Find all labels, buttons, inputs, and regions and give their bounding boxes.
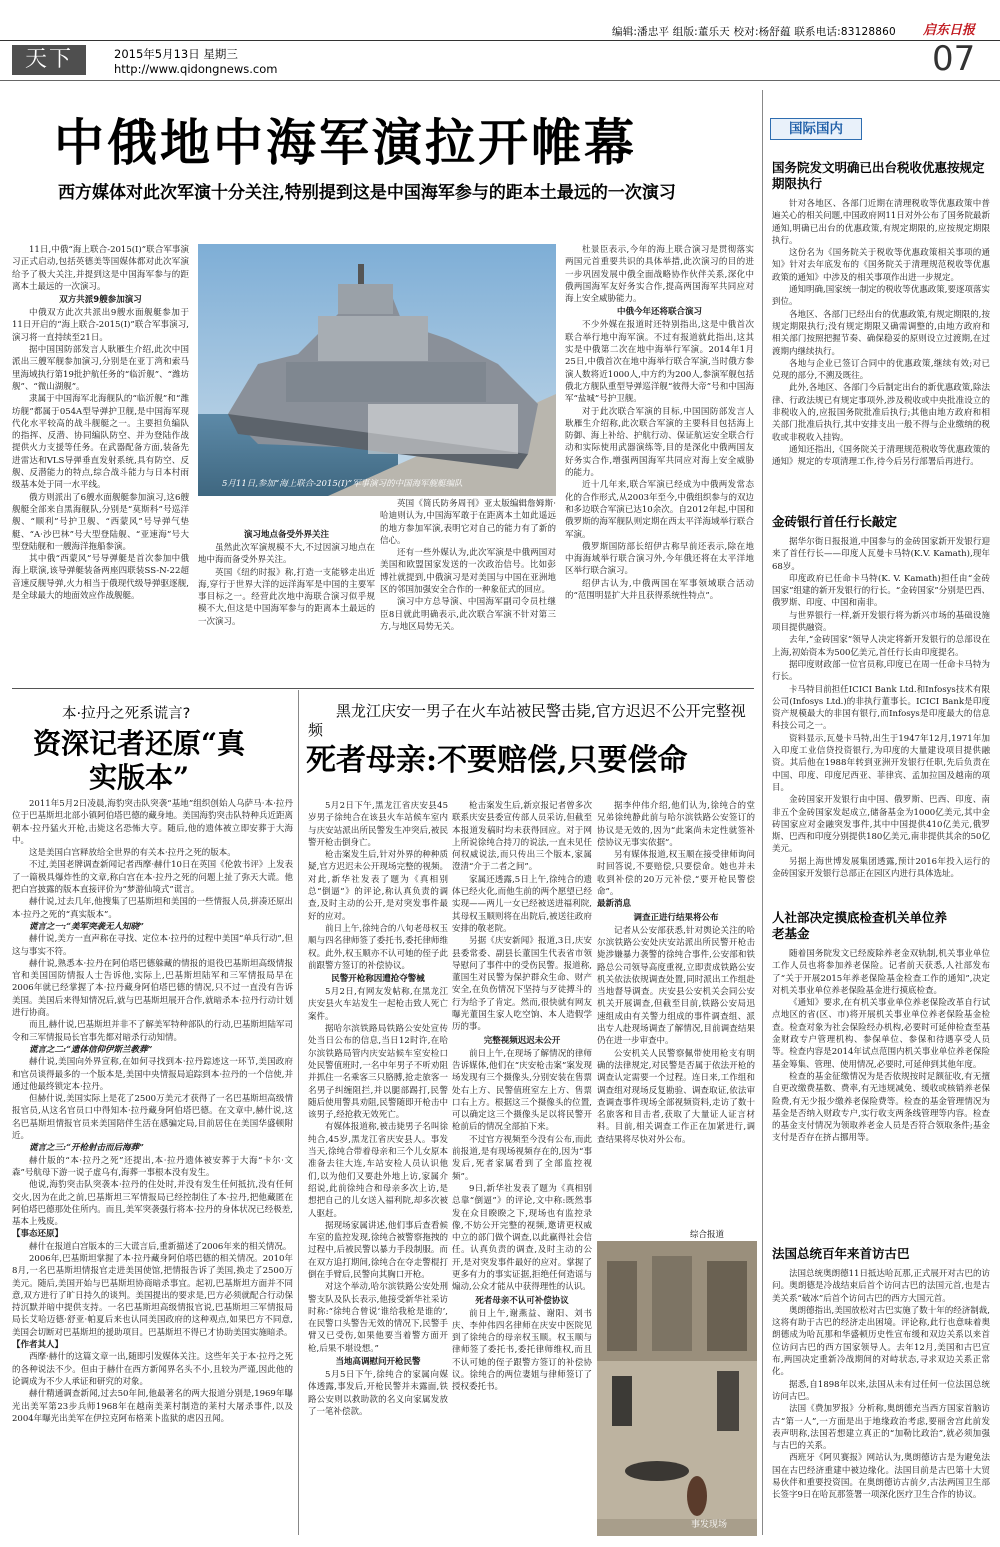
paragraph: 赫什说,过去几年,他搜集了巴基斯坦和美国的一些情报人员,拼凑还原出本·拉丹之死的“真实版本”。 (12, 897, 293, 920)
paragraph: 此外,各地区、各部门今后制定出台的新优惠政策,除法律、行政法规已有规定事项外,涉及税收或中央批准设立的非税收入的,应报国务院批准后执行;其他由地方政府和相关部门批准后执行,其中安排支出一般不得与企业缴纳的税收或非税收入挂钩。 (772, 383, 990, 443)
paragraph: 家属还透露,5日上午,徐纯合的遗体已经火化,而他生前的两个愿望已经实现——两儿一女已经被送进福利院,其母权玉顺则将在出院后,被送往政府安排的敬老院。 (452, 874, 592, 934)
paragraph: 5月2日下午,黑龙江省庆安县45岁男子徐纯合在该县火车站候车室内与庆安站派出所民警发生冲突后,被民警开枪击倒身亡。 (308, 801, 448, 848)
paragraph: 俄方则派出了6艘水面舰艇参加演习,这6艘舰艇全部来自黑海舰队,分别是“莫斯科”号巡洋舰、“顺利”号护卫舰、“西蒙风”号导弹气垫艇、“A·沙巴林”号大型登陆舰、“亚速海”号大型登陆舰和一艘海洋拖船参演。 (12, 492, 189, 552)
warship-illustration (198, 244, 556, 496)
paragraph: 中俄双方此次共派出9艘水面舰艇参加于11日开启的“海上联合-2015(I)”联合军事演习,演习将一直持续至21日。 (12, 308, 189, 343)
section-label: 天下 (24, 47, 73, 72)
paragraph: 据中国国防部发言人耿雁生介绍,此次中国派出三艘军舰参加演习,分别是在亚丁湾和索马里海域执行第19批护航任务的“临沂舰”、“潍坊舰”、“微山湖舰”。 (12, 345, 189, 392)
paragraph: 针对各地区、各部门近期在清理税收等优惠政策中普遍关心的相关问题,中国政府网11日对外公布了国务院最新通知,明确已出台的优惠政策,有规定期限的,应按规定期限执行。 (772, 199, 990, 246)
paragraph: 通知还指出,《国务院关于清理规范税收等优惠政策的通知》规定的专项清理工作,待今后另行部署后再进行。 (772, 444, 990, 468)
paragraph: 检查的基金征缴情况为是否依规按时足额征收,有无擅自更改缴费基数、费率,有无违规减免、缓收或核销养老保险费,有无少报少缴养老保险费等。检查的基金管理情况为基金是否纳入财政专户,实行收支两条线管理等内容。检查的基金支付情况为领取养老金人员是否符合领取条件;基金支付是否存在挤占挪用等。 (772, 1071, 990, 1144)
paragraph: 不过,美国老牌调查新闻记者西摩·赫什10日在英国《伦敦书评》上发表了一篇极具爆炸性的文章,称白宫在本·拉丹之死的问题上扯了弥天大谎。他把白宫披露的版本直接评价为“梦游仙境式”谎言。 (12, 860, 293, 896)
paragraph: 演习中方总导演、中国海军副司令员杜继臣8日就此明确表示,此次联合军演不针对第三方,与地区局势无关。 (380, 597, 556, 632)
paragraph: 记者从公安部获悉,针对舆论关注的哈尔滨铁路公安处庆安站派出所民警开枪击毙涉嫌暴力袭警的徐纯合事件,公安部和铁路总公司领导高度重视,立即责成铁路公安机关依法依规调查处置,同时派出工作组赴当地督导调查。庆安县公安机关会同公安机关开展调查,但截至目前,铁路公安局迅速组成由有关警力组成的事件调查组、派出专人赴现场调查了解情况,目前调查结果仍在进一步审查中。 (597, 925, 755, 1047)
paragraph: 赫什说,熟悉本·拉丹在阿伯塔巴德躲藏的情报的退役巴基斯坦高级情报官和美国国防情报人士告诉他,实际上,巴基斯坦陆军和三军情报局早在2006年就已经掌握了本·拉丹藏身阿伯塔巴德的情况,只不过一直没有告诉美国。美国后来得知情况后,就与巴基斯坦展开合作,就暗杀本·拉丹行动计划进行协商。 (12, 958, 293, 1019)
paragraph: 2011年5月2日凌晨,海豹突击队突袭“基地”组织创始人乌萨马·本·拉丹位于巴基斯坦北部小镇阿伯塔巴德的藏身地。美国海豹突击队特种兵近距离朝本·拉丹猛火开枪,击毙这名恐怖大亨。随后,他的遗体被立即安葬于大海中。 (12, 799, 293, 846)
paragraph: 奥朗德指出,美国放松对古巴实施了数十年的经济制裁,这将有助于古巴的经济走出困境。评论称,此行也意味着奥朗德成为哈瓦那和华盛顿历史性宣布缓和双边关系以来首位访问古巴的西方国家领导人。去年12月,美国和古巴宣布,两国决定重新冷战期间的对峙状态,寻求双边关系正常化。 (772, 1305, 990, 1378)
paragraph: 法国总统奥朗德11日抵达哈瓦那,正式展开对古巴的访问。奥朗德是冷战结束后首个访问古巴的法国元首,也是古美关系“破冰”后首个访问古巴的西方大国元首。 (772, 1269, 990, 1304)
paragraph: 据悉,自1898年以来,法国从未有过任何一位法国总统访问古巴。 (772, 1379, 990, 1402)
subhead: 调查正进行结果将公布 (633, 912, 719, 923)
paragraph: 枪击案发生后,针对外界的种种质疑,官方迟迟未公开现场完整的视频。对此,新华社发表了题为《真相别总“倒逼”》的评论,称认真负责的调查,及时主动的公开,是对突发事件最好的应对。 (308, 850, 448, 922)
paragraph: 印度政府已任命卡马特(K. V. Kamath)担任由“金砖国家”组建的新开发银行的行长。“金砖国家”分别是巴西、俄罗斯、印度、中国和南非。 (772, 573, 990, 609)
lead-bottom-rule (12, 688, 754, 689)
paragraph: 而且,赫什说,巴基斯坦并非不了解美军特种部队的行动,巴基斯坦陆军司令和三军情报局长官事先都对暗杀行动知情。 (12, 1020, 293, 1043)
story3-col1 (308, 800, 448, 1530)
page-number: 07 (932, 39, 976, 79)
paragraph: 俄罗斯国防部长绍伊古称早前还表示,除在地中海海域举行联合演习外,今年俄还将在太平洋地区举行联合演习。 (565, 541, 754, 577)
station-illustration (597, 1241, 757, 1536)
subhead: 最新消息 (597, 899, 632, 910)
paragraph: 近十几年来,联合军演已经成为中俄两发常态化的合作形式,从2003年至今,中俄组织参与的双边和多边联合军演已达10余次。自2012年起,中国和俄罗斯的海军舰队则定期在西太平洋海域举行联合军演。 (565, 480, 754, 540)
paragraph: 5月5日下午,徐纯合的家属向媒体透露,事发后,开枪民警并未露面,铁路公安则以救助款的名义向家属发放了一笔补偿款。 (308, 1370, 448, 1417)
paragraph: 西班牙《阿贝赛报》网站认为,奥朗德访古是为避免法国在古巴经济重建中被边缘化。法国目前是古巴第十大贸易伙伴和重要投资国。在奥朗德访古前夕,古法两国卫生部长签字9日在哈瓦那签署一项深化医疗卫生合作的协议。 (772, 1453, 990, 1501)
paragraph: 各地与企业已签订合同中的优惠政策,继续有效;对已兑现的部分,不溯及既往。 (772, 358, 990, 382)
paragraph: 西摩·赫什的这篇文章一出,随即引发媒体关注。这些年关于本·拉丹之死的各种说法不少。但由于赫什在西方新闻界名头不小,且较为严谨,因此他的论调成为不少人承证和研究的对象。 (12, 1352, 293, 1387)
paragraph: 据哈尔滨铁路局铁路公安处宣传处当日公布的信息,当日12时许,在哈尔滨铁路局管内庆安站候车室安检口处民警值班时,一名中年男子不听劝阻并抓住一名乘客三只胳膊,抢走旅客一名男子纠缠阻拦,并以腿部踢打,民警随后使用警具劝阻,民警随即开枪击中该男子,经抢救无效死亡。 (308, 1024, 448, 1121)
paragraph: 据现场家属讲述,他们事后查看候车室的监控发现,徐纯合被警察拖拽的过程中,后被民警以暴力手段制服。而在双方追打期间,徐纯合在夺走警棍打倒在手臂后,民警向其胸口开枪。 (308, 1220, 448, 1280)
sidebar-tag-label: 国际国内 (789, 121, 843, 137)
paragraph: 前日上午,徐纯合的八旬老母权玉顺与四名律师签了委托书,委托律师维权。此外,权玉顺亦不认可她的侄子此前跟警方签订的补偿协议。 (308, 923, 448, 971)
subhead: 谎言之一:“美军突袭无人知晓” (29, 921, 144, 932)
sidebar-headline-3: 人社部决定摸底检查机关单位养老基金 (772, 910, 948, 941)
paragraph: 英国《纽约时报》称,打造一支能够走出近海,穿行于世界大洋的远洋海军是中国的主要军事目标之一。经营此次地中海联合演习似乎规模不大,但这是中国海军参与的距离本土最远的一次演习。 (198, 567, 375, 627)
paragraph: 他说,海豹突击队突袭本·拉丹的住处时,并没有发生任何抵抗,没有任何交火,因为在此之前,巴基斯坦三军情报局已经控制住了本·拉丹,把他藏匿在阿伯塔巴德那处住所内。而且,美军突袭强行将本·拉丹的身体状况已经极差,基本上残废。 (12, 1180, 293, 1228)
subhead: 演习地点备受外界关注 (243, 530, 329, 540)
paragraph: 据李仲伟介绍,他们认为,徐纯合的堂兄弟徐纯静此前与哈尔滨铁路公安签订的协议是无效的,因为“此案尚未定性就签补偿协议无事实依据”。 (597, 801, 755, 848)
paragraph: 《通知》要求,在有机关事业单位养老保险改革自行试点地区的省(区、市)将开展机关事业单位养老保险基金检查。检查对象为社会保险经办机构,必要时可延伸检查至基金财政专户管理机构、参保单位、参保和待遇享受人员等。检查内容是2014年试点范围内机关事业单位养老保险基金筹集、管理、使用情况,必要时,可延伸到其他年度。 (772, 998, 990, 1070)
sidebar-story-3 (772, 948, 990, 1233)
paragraph: 前日上午,谢燕益、谢阳、刘书庆、李仲伟四名律师在庆安中医院见到了徐纯合的母亲权玉顺。权玉顺与律师签了委托书,委托律师维权,而且不认可她的侄子跟警方签订的补偿协议。徐纯合的两位妻姐与律师签订了授权委托书。 (452, 1308, 592, 1393)
paragraph: 对这个举动,哈尔滨铁路公安处刑警支队及队长表示,他接受新华社采访时称:“徐纯合曾说‘谁给我枪是谁的’,在民警口头警告无效的情况下,民警手臂又已受伤,如果他要当着警方面开枪,后果不堪设想。” (308, 1282, 448, 1354)
photo-caption: 事发现场 (690, 1520, 727, 1530)
story2-kicker: 本·拉丹之死系谎言? (62, 706, 191, 722)
paragraph: 9日,新华社发表了题为《真相别总靠“倒逼”》的评论,文中称:既然事发在众目睽睽之下,现场也有监控录像,不妨公开完整的视频,邀请更权威中立的部门做个调查,以此赢得社会信任。认真负责的调查,及时主动的公开,是对突发事件最好的应对。掌握了更多有力的事实证据,拒绝任何造谣与煽动,公众才能从中获得理性的认识。 (452, 1183, 592, 1293)
lead-col3 (565, 244, 754, 684)
story2-body (12, 798, 293, 1528)
sidebar-headline-2: 金砖银行首任行长敲定 (772, 514, 898, 529)
story3-kicker: 黑龙江庆安一男子在火车站被民警击毙,官方迟迟不公开完整视频 (308, 702, 746, 739)
paragraph: 还有一些外媒认为,此次军演是中俄两国对美国和欧盟国家发送的一次政治信号。比如彭博社就提到,中俄演习是对美国与中国在亚洲地区的邻国加强安全合作的一种象征式的回应。 (380, 548, 556, 596)
paragraph: 英国《简氏防务周刊》亚太版编辑詹姆斯·哈迪则认为,中国海军敢于在距离本土如此遥远的地方参加军演,表明它对自己的能力有了新的信心。 (380, 499, 556, 546)
subhead: 【作者其人】 (12, 1340, 64, 1351)
paragraph: 另据上海世博发展集团透露,预计2016年投入运行的金砖国家开发银行总部正在园区内进行具体选址。 (772, 856, 990, 880)
paragraph: 赫什在报道白宫版本的三大谎言后,重新描述了2006年来的相关情况。 (29, 1241, 292, 1252)
subhead: 当地高调慰问开枪民警 (335, 1357, 421, 1368)
paragraph: 有媒体报道称,被击毙男子名叫徐纯合,45岁,黑龙江省庆安县人。事发当天,徐纯合带着母亲和三个儿女原本准备去往大连,车站安检人员认识他们,以为他们又要赴外地上访,家属介绍说,此前徐纯合和母亲多次上访,是想把自己的儿女送入福利院,却多次被人驱赶。 (308, 1122, 448, 1219)
paragraph: 另据《庆安新闻》报道,3日,庆安县委常委、副县长董国生代表省市领导慰问了事件中的受伤民警。报道称,董国生对民警为保护群众生命、财产安全,在负伤情况下坚持与歹徒搏斗的行为给予了肯定。然而,很快就有网友曝光董国生家人吃空饷、本人造假学历的事。 (452, 936, 592, 1033)
subhead: 死者母亲不认可补偿协议 (475, 1295, 569, 1306)
paragraph: 卡马特目前担任ICICI Bank Ltd.和Infosys技术有限公司(Infosys Ltd.)的非执行董事长。ICICI Bank是印度资产规模最大的非国有银行,而Infosys是印度最大的信息科技公司之一。 (772, 684, 990, 732)
paragraph: 资料显示,瓦曼卡马特,出生于1947年12月,1971年加入印度工业信贷投资银行,为印度的大量建设项目提供融资。其后他在1988年转到亚洲开发银行任职,先后负责在中国、印度、印度尼西亚、菲律宾、孟加拉国及越南的项目。 (772, 733, 990, 793)
subhead: 中俄今年还将联合演习 (616, 307, 702, 318)
warship-photo (198, 244, 556, 496)
paragraph: 其中俄“西蒙风”号导弹艇是首次参加中俄海上联演,该导弹艇装备两座四联装SS-N-22超音速反舰导弹,火力相当于俄现代级导弹驱逐舰,是全球最大的地面效应作战舰艇。 (12, 554, 189, 602)
paragraph: 据印度财政部一位官员称,印度已在周一任命卡马特为行长。 (772, 659, 990, 683)
sidebar-story-2 (772, 536, 990, 904)
story3-col2 (452, 800, 592, 1530)
station-photo (597, 1241, 757, 1536)
subhead: 民警开枪称因遭抢夺警械 (331, 974, 425, 985)
subhead: 谎言之三:“开枪射击而后海葬” (29, 1143, 144, 1154)
paragraph: 随着国务院发文已经废除养老金双轨制,机关事业单位工作人员也将参加养老保险。记者前天获悉,人社部发布了“关于开展2015年养老保险基金检查工作的通知”,决定对机关事业单位养老保险基金进行摸底检查。 (772, 949, 990, 996)
story3-headline: 死者母亲:不要赔偿,只要偿命 (306, 743, 688, 778)
sidebar-divider (762, 90, 763, 1535)
issue-date: 2015年5月13日 星期三 (114, 47, 238, 61)
story-divider (298, 690, 299, 1535)
site-url: http://www.qidongnews.com (114, 62, 278, 76)
paragraph: 去年,“金砖国家”领导人决定将新开发银行的总部设在上海,初始资本为500亿美元,首任行长由印度提名。 (772, 635, 990, 658)
paragraph: 隶属于中国海军北海舰队的“临沂舰”和“潍坊舰”都属于054A型导弹护卫舰,是中国海军现代化水平较高的战斗舰艇之一。主要担负编队的指挥、反潜、协同编队防空、并为登陆作战提供火力支援等任务。在武器配备方面,装备先进雷达和VLS导弹垂直发射系统,具有防空、反舰、反潜能力的特点,综合战斗能力与日本村雨级基本处于同一水平线。 (12, 394, 189, 491)
sidebar-tag (770, 118, 862, 140)
sidebar-story-4 (772, 1268, 990, 1536)
paragraph: 赫什说,美方一直声称在寻找、定位本·拉丹的过程中美国“单兵行动”,但这与事实不符。 (12, 934, 293, 957)
story2-headline: 资深记者还原“真实版本” (32, 727, 246, 794)
credits-line: 编辑:潘忠平 组版:董乐天 校对:杨舒蕴 联系电话:83128860 (612, 26, 896, 38)
masthead-logo: 启东日报 (923, 23, 976, 38)
paragraph: 另有媒体报道,权玉顺在接受律师询问时回答说,不要赔偿,只要偿命。她也并未收到补偿的20万元补偿,“要开枪民警偿命”。 (597, 850, 755, 898)
paragraph: 金砖国家开发银行由中国、俄罗斯、巴西、印度、南非五个金砖国家发起成立,储备基金为1000亿美元,其中金砖国家应对金融突发事件,其中中国提供410亿美元,俄罗斯、巴西和印度分别提供180亿美元,南非提供其余的50亿美元。 (772, 795, 990, 855)
paragraph: 绍伊古认为,中俄两国在军事领域联合活动的“范围明显扩大并且获得系统性特点”。 (565, 578, 754, 602)
header-rule-bottom (0, 80, 1000, 81)
lead-subheadline: 西方媒体对此次军演十分关注,特别提到这是中国海军参与的距本土最远的一次演习 (58, 183, 676, 203)
story3-source: 综合报道 (690, 1230, 725, 1240)
paragraph: 各地区、各部门已经出台的优惠政策,有规定期限的,按规定期限执行;没有规定期限又确需调整的,由地方政府和相关部门按照把握节奏、确保稳妥的原则设立过渡期,在过渡期内继续执行。 (772, 309, 990, 357)
lead-col2b (380, 498, 556, 684)
paragraph: 赫什精通调查新闻,过去50年间,他最著名的两大报道分别是,1969年曝光出美军第23步兵师1968年在越南美莱村制造的莱村大屠杀事件,以及2004年曝光出美军在伊拉克阿布格莱卜监狱的虐囚丑闻。 (12, 1389, 293, 1424)
paragraph: 对于此次联合军演的目标,中国国防部发言人耿雁生介绍称,此次联合军演的主要科目包括海上防御、海上补给、护航行动、保证航运安全联合行动和实际使用武器演练等,目的是深化中俄两国友好务实合作,增强两国海军共同应对海上安全威胁的能力。 (565, 406, 754, 479)
story3-col3 (597, 800, 755, 1225)
lead-headline: 中俄地中海军演拉开帷幕 (54, 114, 637, 172)
paragraph: 不少外媒在报道时还特别指出,这是中俄首次联合举行地中海军演。不过有报道就此指出,这其实是中俄第二次在地中海举行军演。2014年1月25日,中俄首次在地中海举行联合军演,当时俄方参演人数将近1000人,中方约为200人,参演军舰包括俄北方舰队重型导弹巡洋舰“彼得大帝”号和中国海军“盐城”号护卫舰。 (565, 320, 754, 405)
paragraph: 这份名为《国务院关于税收等优惠政策相关事项的通知》针对去年底发布的《国务院关于清理规范税收等优惠政策的通知》中涉及的相关事项作出进一步规定。 (772, 248, 990, 283)
paragraph: 这是美国白宫释放给全世界的有关本·拉丹之死的版本。 (29, 848, 236, 859)
sidebar-story-1 (772, 198, 990, 498)
paragraph: 2006年,巴基斯坦掌握了本·拉丹藏身阿伯塔巴德的相关情况。2010年8月,一名巴基斯坦情报官走进美国使馆,把情报告诉了美国,换走了2500万美元。随后,美国开始与巴基斯坦协商暗杀事宜。起初,巴基斯坦方面并不同意,双方进行了旷日持久的谈判。美国提出的要求是,巴方必须就配合行动保持沉默并暗中提供支持。一名巴基斯坦高级情报官说,巴基斯坦三军情报局局长艾哈迈德·舒亚·帕夏后来也认同美国政府的这种观点,如果巴方不同意,美国会切断对巴基斯坦的援助项目。巴基斯坦不得已才协助美国实施暗杀。 (12, 1253, 293, 1338)
paragraph: 但赫什说,美国实际上是花了2500万美元才获得了一名巴基斯坦高级情报官员,从这名官员口中得知本·拉丹藏身阿伯塔巴德。在文章中,赫什说,这名巴基斯坦情报官员来美国陪伴生活在感骗定局,目前居住在美国华盛顿附近。 (12, 1094, 293, 1142)
paragraph: 赫什说,美国向外界宣称,在如何寻找到本·拉丹踪迹这一环节,美国政府和官员谈得最多的一个版本是,美国中央情报局追踪到本·拉丹的一个信使,并通过他最终锁定本·拉丹。 (12, 1057, 293, 1092)
lead-col1 (12, 244, 189, 684)
photo-caption: 5月11日,参加“海上联合-2015(I)”军事演习的中国海军舰艇编队 (222, 479, 463, 489)
paragraph: 不过官方视频至今没有公布,而此前报道,是有现场视频存在的,因为“事发后,死者家属看到了全部监控视频”。 (452, 1134, 592, 1182)
section-tab (12, 45, 86, 75)
sidebar-headline-1: 国务院发文明确已出台税收优惠按规定期限执行 (772, 160, 985, 191)
paragraph: 枪击案发生后,新京报记者曾多次联系庆安县委宣传部人员采访,但截至本报道发稿时均未获得回应。对于网上所说徐纯合持刀的说法,一直未见任何权威说法,而只传出三个版本,家属澄清“介于二者之间”。 (452, 801, 592, 873)
paragraph: 虽然此次军演规模不大,不过因演习地点在地中海而备受外界关注。 (198, 543, 375, 566)
subhead: 双方共派9艘参加演习 (59, 295, 142, 306)
subhead: 完整视频迟迟未公开 (483, 1035, 561, 1046)
subhead: 【事态还原】 (12, 1229, 64, 1240)
paragraph: 公安机关人民警察佩带使用枪支有明确的法律规定,对民警是否属于依法开枪的调查认定需要一个过程。连日来,工作组和调查组对现场反复勘验、调查取证,依法审查调查事件现场全部视频资料,走访了数十名旅客和目击者,获取了大量证人证言材料。目前,相关调查工作正在加紧进行,调查结果将尽快对外公布。 (597, 1048, 755, 1145)
paragraph: 杜景臣表示,今年的海上联合演习是贯彻落实两国元首重要共识的具体举措,此次演习的目的进一步巩固发展中俄全面战略协作伙伴关系,深化中俄两国海军友好务实合作,提高两国海军共同应对海上安全威胁能力。 (565, 245, 754, 305)
paragraph: 前日上午,在现场了解情况的律师告诉媒体,他们在“庆安枪击案”案发现场发现有三个摄像头,分别安装在售票处右上方、民警值班室左上方、售票口右上方。根据这三个摄像头的位置,可以确定这三个摄像头足以将民警开枪前后的情况全部拍下来。 (452, 1048, 592, 1133)
paragraph: 法国《费加罗报》分析称,奥朗德充当西方国家首脑访古“第一人”,一方面是出于地缘政治考虑,要丽舍宫此前发表声明称,法国若想建立真正的“加勒比政治”,就必须加强与古巴的关系。 (772, 1404, 990, 1452)
header-rule-top (0, 40, 1000, 41)
paragraph: 与世界银行一样,新开发银行将为新兴市场的基础设施项目提供融资。 (772, 610, 990, 634)
paragraph: 11日,中俄“海上联合-2015(I)”联合军事演习正式启动,包括英德美等国媒体都对此次军演给予了极大关注,并提到这是中国海军参与的距离本土最远的一次演习。 (12, 245, 189, 292)
paragraph: 通知明确,国家统一制定的税收等优惠政策,要逐项落实到位。 (772, 285, 990, 308)
subhead: 谎言之二:“遗体信仰伊斯兰教葬” (29, 1044, 153, 1055)
sidebar-headline-4: 法国总统百年来首访古巴 (772, 1246, 910, 1261)
paragraph: 据华尔街日报报道,中国参与的金砖国家新开发银行迎来了首任行长——印度人瓦曼卡马特(K.V. Kamath),现年68岁。 (772, 537, 990, 572)
paragraph: 赫什版的“本·拉丹之死”还提出,本·拉丹遗体被安葬于大海“卡尔·文森”号航母下游一说子虚乌有,海葬一事根本没有发生。 (12, 1155, 293, 1178)
lead-col2a (198, 498, 375, 684)
paragraph: 5月2日,有网友发帖称,在黑龙江庆安县火车站发生一起枪击致人死亡案件。 (308, 987, 448, 1022)
